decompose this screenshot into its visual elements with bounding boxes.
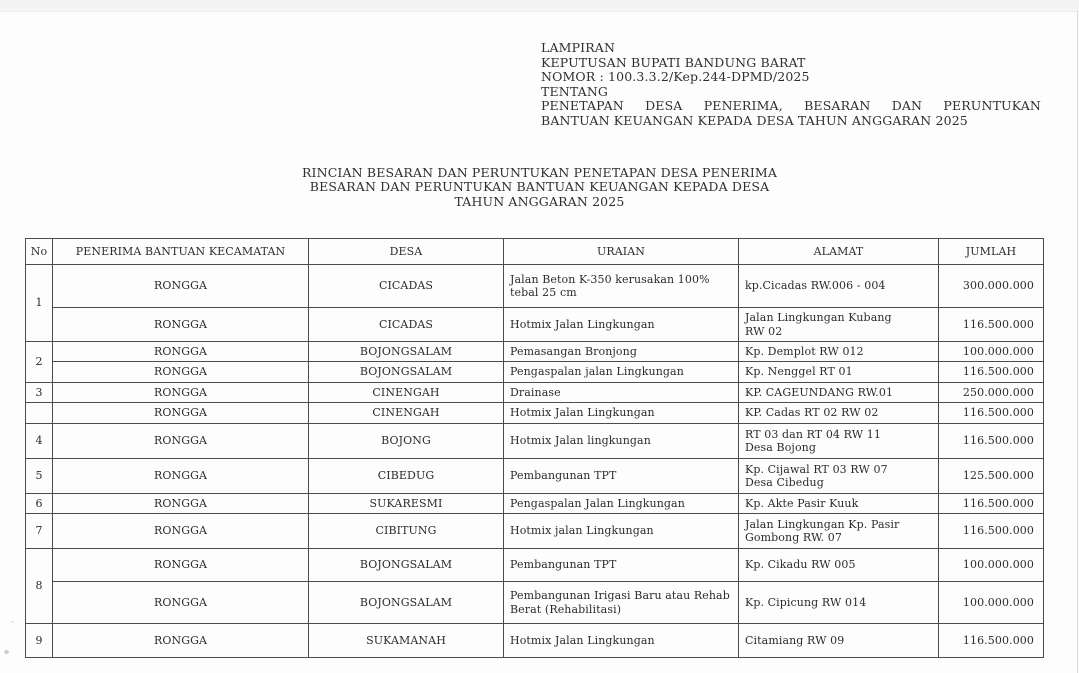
cell-desa: BOJONGSALAM — [309, 549, 504, 582]
cell-no: 9 — [26, 624, 53, 658]
cell-uraian: Hotmix Jalan Lingkungan — [504, 624, 739, 658]
lampiran-line-bantuan: BANTUAN KEUANGAN KEPADA DESA TAHUN ANGGARAN 2025 — [541, 112, 968, 128]
lampiran-line-tentang: TENTANG — [541, 83, 609, 99]
table-row — [26, 549, 1044, 582]
cell-desa: BOJONG — [309, 424, 504, 459]
cell-jumlah: 100.000.000 — [939, 582, 1044, 624]
cell-no: 6 — [26, 494, 53, 514]
bantuan-table — [25, 238, 1044, 658]
cell-uraian: Pemasangan Bronjong — [504, 342, 739, 362]
table-row — [26, 403, 1044, 424]
title-line-3: TAHUN ANGGARAN 2025 — [454, 193, 625, 209]
table-row — [26, 342, 1044, 362]
table-row — [26, 265, 1044, 308]
column-header-no: No — [26, 239, 53, 265]
cell-desa: CICADAS — [309, 308, 504, 342]
cell-alamat: Kp. Cikadu RW 005 — [739, 549, 939, 582]
lampiran-line-penetapan: PENETAPAN DESA PENERIMA, BESARAN DAN PERUNTUKAN — [541, 98, 1041, 114]
cell-kecamatan: RONGGA — [53, 549, 309, 582]
cell-jumlah: 116.500.000 — [939, 624, 1044, 658]
cell-kecamatan: RONGGA — [53, 514, 309, 549]
cell-kecamatan: RONGGA — [53, 362, 309, 383]
table-row — [26, 424, 1044, 459]
cell-alamat: Kp. Cijawal RT 03 RW 07 Desa Cibedug — [739, 459, 939, 494]
cell-kecamatan: RONGGA — [53, 265, 309, 308]
cell-jumlah: 116.500.000 — [939, 514, 1044, 549]
cell-kecamatan: RONGGA — [53, 383, 309, 403]
cell-desa: SUKAMANAH — [309, 624, 504, 658]
column-header-alamat: ALAMAT — [739, 239, 939, 265]
title-line-2: BESARAN DAN PERUNTUKAN BANTUAN KEUANGAN KEPADA DESA — [309, 179, 770, 195]
table-row — [26, 362, 1044, 383]
cell-alamat: Kp. Demplot RW 012 — [739, 342, 939, 362]
table-header-row — [26, 239, 1044, 265]
cell-jumlah: 125.500.000 — [939, 459, 1044, 494]
cell-desa: CINENGAH — [309, 383, 504, 403]
cell-uraian: Hotmix Jalan Lingkungan — [504, 403, 739, 424]
title-line-1: RINCIAN BESARAN DAN PERUNTUKAN PENETAPAN DESA PENERIMA — [301, 165, 778, 180]
cell-desa: BOJONGSALAM — [309, 342, 504, 362]
cell-uraian: Pembangunan TPT — [504, 549, 739, 582]
cell-alamat: Kp. Akte Pasir Kuuk — [739, 494, 939, 514]
cell-kecamatan: RONGGA — [53, 459, 309, 494]
cell-no: 8 — [26, 549, 53, 624]
cell-uraian: Pengaspalan Jalan Lingkungan — [504, 494, 739, 514]
cell-jumlah: 250.000.000 — [939, 383, 1044, 403]
cell-alamat: Jalan Lingkungan Kubang RW 02 — [739, 308, 939, 342]
cell-kecamatan: RONGGA — [53, 308, 309, 342]
cell-uraian: Pengaspalan jalan Lingkungan — [504, 362, 739, 383]
cell-jumlah: 116.500.000 — [939, 403, 1044, 424]
cell-kecamatan: RONGGA — [53, 494, 309, 514]
cell-no: 5 — [26, 459, 53, 494]
cell-no: 2 — [26, 342, 53, 383]
cell-alamat: RT 03 dan RT 04 RW 11 Desa Bojong — [739, 424, 939, 459]
cell-desa: CIBITUNG — [309, 514, 504, 549]
cell-desa: CINENGAH — [309, 403, 504, 424]
cell-jumlah: 100.000.000 — [939, 549, 1044, 582]
table-row — [26, 383, 1044, 403]
cell-kecamatan: RONGGA — [53, 342, 309, 362]
cell-no-empty — [26, 403, 53, 424]
column-header-kecamatan: PENERIMA BANTUAN KECAMATAN — [53, 239, 309, 265]
cell-no: 3 — [26, 383, 53, 403]
column-header-uraian: URAIAN — [504, 239, 739, 265]
table-row — [26, 624, 1044, 658]
lampiran-line-keputusan: KEPUTUSAN BUPATI BANDUNG BARAT — [541, 54, 806, 70]
cell-jumlah: 100.000.000 — [939, 342, 1044, 362]
cell-alamat: Kp. Nenggel RT 01 — [739, 362, 939, 383]
cell-uraian: Hotmix Jalan lingkungan — [504, 424, 739, 459]
cell-alamat: KP. CAGEUNDANG RW.01 — [739, 383, 939, 403]
cell-kecamatan: RONGGA — [53, 624, 309, 658]
cell-desa: CIBEDUG — [309, 459, 504, 494]
column-header-jumlah: JUMLAH — [939, 239, 1044, 265]
scan-speck — [4, 650, 9, 654]
cell-alamat: KP. Cadas RT 02 RW 02 — [739, 403, 939, 424]
cell-desa: SUKARESMI — [309, 494, 504, 514]
lampiran-line-nomor: NOMOR : 100.3.3.2/Kep.244-DPMD/2025 — [541, 69, 810, 85]
cell-jumlah: 116.500.000 — [939, 424, 1044, 459]
cell-jumlah: 116.500.000 — [939, 308, 1044, 342]
cell-alamat: Citamiang RW 09 — [739, 624, 939, 658]
lampiran-header-block — [541, 41, 1041, 129]
cell-uraian: Jalan Beton K-350 kerusakan 100% tebal 25 cm — [504, 265, 739, 308]
table-row — [26, 582, 1044, 624]
cell-uraian: Pembangunan TPT — [504, 459, 739, 494]
cell-uraian: Pembangunan Irigasi Baru atau Rehab Berat (Rehabilitasi) — [504, 582, 739, 624]
document-title — [0, 166, 1079, 209]
cell-uraian: Hotmix jalan Lingkungan — [504, 514, 739, 549]
cell-desa: BOJONGSALAM — [309, 362, 504, 383]
cell-jumlah: 116.500.000 — [939, 362, 1044, 383]
cell-no: 1 — [26, 265, 53, 342]
cell-alamat: Jalan Lingkungan Kp. Pasir Gombong RW. 07 — [739, 514, 939, 549]
cell-kecamatan: RONGGA — [53, 403, 309, 424]
cell-uraian: Drainase — [504, 383, 739, 403]
cell-no: 7 — [26, 514, 53, 549]
table-row — [26, 494, 1044, 514]
cell-alamat: kp.Cicadas RW.006 - 004 — [739, 265, 939, 308]
cell-jumlah: 300.000.000 — [939, 265, 1044, 308]
cell-uraian: Hotmix Jalan Lingkungan — [504, 308, 739, 342]
cell-kecamatan: RONGGA — [53, 582, 309, 624]
scan-edge-top — [0, 0, 1079, 12]
lampiran-line-lampiran: LAMPIRAN — [541, 40, 616, 55]
cell-alamat: Kp. Cipicung RW 014 — [739, 582, 939, 624]
cell-kecamatan: RONGGA — [53, 424, 309, 459]
cell-jumlah: 116.500.000 — [939, 494, 1044, 514]
table-row — [26, 459, 1044, 494]
table-row — [26, 308, 1044, 342]
column-header-desa: DESA — [309, 239, 504, 265]
cell-desa: BOJONGSALAM — [309, 582, 504, 624]
scan-speck — [11, 621, 14, 623]
table-row — [26, 514, 1044, 549]
cell-no: 4 — [26, 424, 53, 459]
cell-desa: CICADAS — [309, 265, 504, 308]
scan-edge-right — [1077, 11, 1078, 673]
